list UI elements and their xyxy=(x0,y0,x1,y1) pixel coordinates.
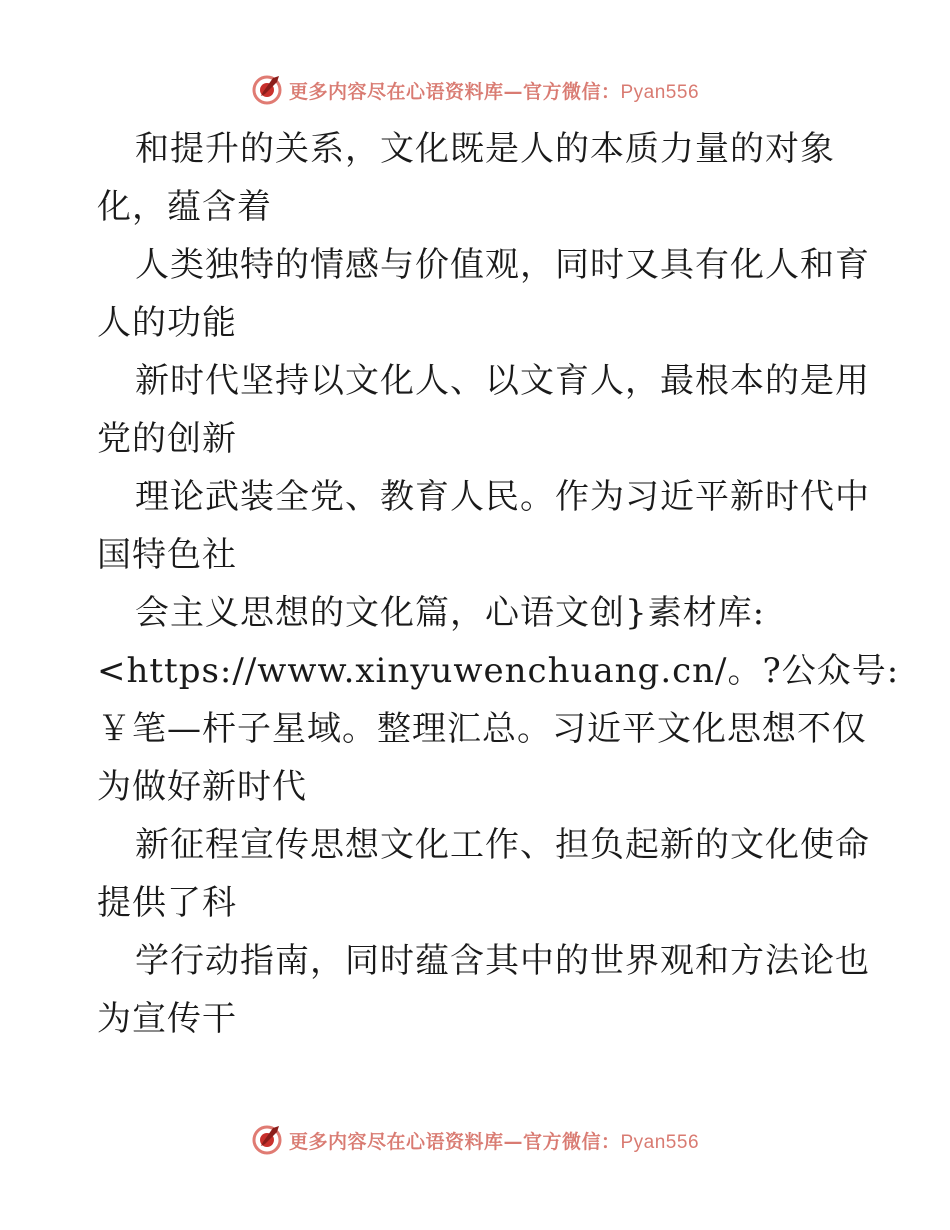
footer-watermark-text xyxy=(289,1127,699,1154)
continuation-line: 国特色社 xyxy=(97,535,237,575)
continuation-line: 为做好新时代 xyxy=(97,767,307,807)
header-watermark-label: 更多内容尽在心语资料库—官方微信： xyxy=(288,80,621,103)
header-watermark-banner xyxy=(0,70,950,110)
footer-watermark-banner xyxy=(0,1120,950,1160)
continuation-line: 为宣传干 xyxy=(97,999,237,1039)
paragraph-line: 和提升的关系，文化既是人的本质力量的对象 xyxy=(135,129,835,169)
header-wechat-id: Pyan556 xyxy=(620,81,700,103)
continuation-line: ￥笔—杆子星域。整理汇总。习近平文化思想不仅 xyxy=(97,709,867,749)
paragraph-line: 学行动指南，同时蕴含其中的世界观和方法论也 xyxy=(135,941,870,981)
brush-logo-icon xyxy=(251,1124,283,1156)
continuation-line: 提供了科 xyxy=(97,883,237,923)
url-line: <https://www.xinyuwenchuang.cn/。?公众号: xyxy=(97,651,900,691)
brush-logo-icon xyxy=(251,74,283,106)
footer-wechat-id: Pyan556 xyxy=(620,1131,700,1153)
paragraph-line: 理论武装全党、教育人民。作为习近平新时代中 xyxy=(135,477,870,517)
continuation-line: 化，蕴含着 xyxy=(97,187,272,227)
paragraph-line: 人类独特的情感与价值观，同时又具有化人和育 xyxy=(135,245,870,285)
paragraph-line: 新征程宣传思想文化工作、担负起新的文化使命 xyxy=(135,825,870,865)
continuation-line: 党的创新 xyxy=(97,419,237,459)
continuation-line: 人的功能 xyxy=(97,303,237,343)
header-watermark-text xyxy=(289,77,699,104)
paragraph-line: 会主义思想的文化篇，心语文创}素材库: xyxy=(135,593,766,633)
footer-watermark-label: 更多内容尽在心语资料库—官方微信： xyxy=(288,1130,621,1153)
document-body xyxy=(97,120,900,1048)
paragraph-line: 新时代坚持以文化人、以文育人，最根本的是用 xyxy=(135,361,870,401)
